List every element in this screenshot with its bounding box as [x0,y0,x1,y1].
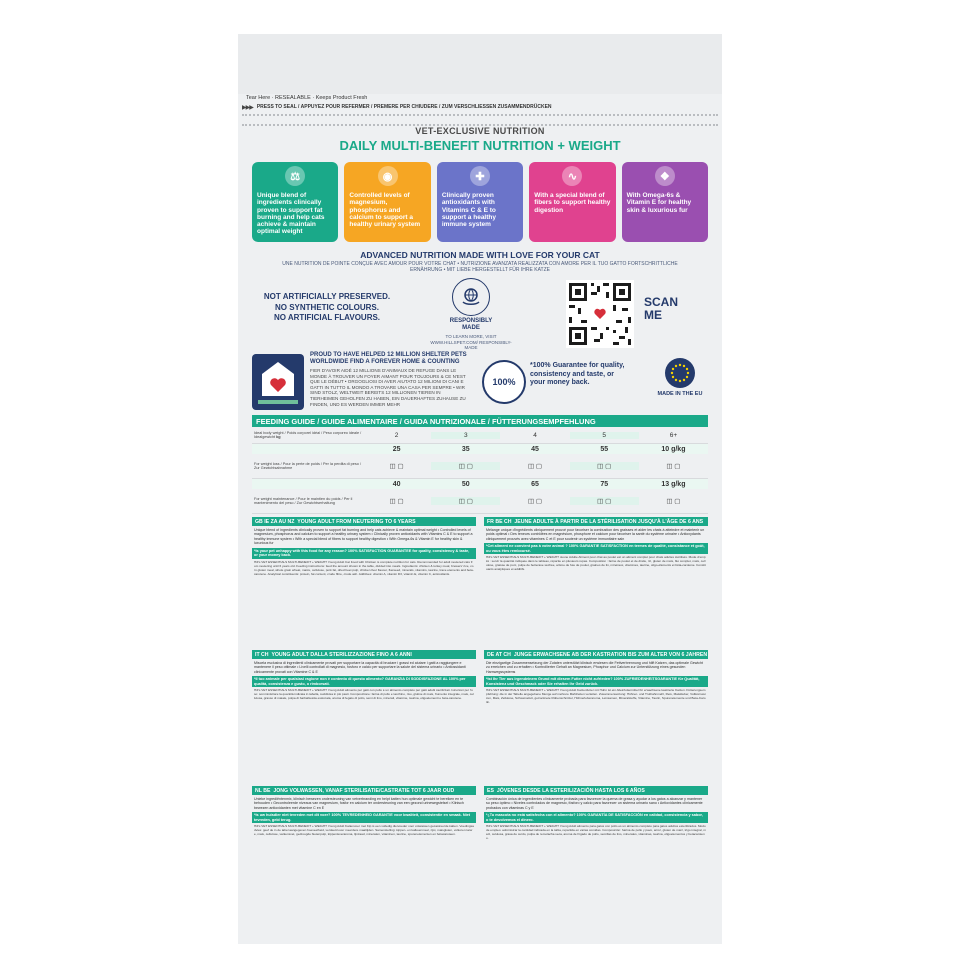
guarantee-text: *100% Guarantee for quality, consistency and taste, or your money back. [530,362,625,386]
urinary-icon: ◉ [378,166,398,186]
benefit-card-urinary [344,162,430,242]
shield-icon: ✚ [470,166,490,186]
weight-cell: 3 [431,432,500,439]
language-intro: Unieke ingrediëntenmix, klinisch bewezen ondersteuning van vetverbranding en helpt katten hun optimale gewicht te bereiken en te behouden • Gecontroleerde niveaus van magnesium, fosfor en calcium ter ondersteuning van een gezond urinewegstelsel • Klinisch bewezen antioxidanten met vitamine C en E [254,797,464,810]
plus-sign: + [557,138,565,153]
cup-icon: ◫ ▢ [527,498,543,505]
language-intro: Combinación única de ingredientes clínicamente probada para favorecer la quema de grasa y ayudar a los gatos a alcanzar y mantener su peso óptimo • Niveles controlados de magnesio, fósforo y calcio para favorecer un sistema urinario sano • Antioxidantes clínicamente probados con vitaminas C y E [486,797,703,810]
product-bag-back [238,34,722,944]
language-intro: Die einzigartige Zusammensetzung der Zutaten unterstützt klinisch erwiesen die Fettverbrennung und hilft Katzen, das optimale Gewicht zu erreichen und zu erhalten • Kontrollierter Gehalt an Magnesium, Phosphor und Calcium zur Unterstützung eines gesunden Harnwegssystems [486,661,703,674]
language-panel-de [484,650,708,775]
weight-cell: 4 [533,431,537,439]
scan-line2: ME [644,308,662,322]
responsibly-url: TO LEARN MORE, VISIT WWW.HILLSPET.COM/ RESPONSIBLY-MADE [430,334,512,350]
scan-line1: SCAN [644,295,679,309]
made-in-eu-label: MADE IN THE EU [657,391,703,397]
shelter-pets-block [310,352,470,407]
benefit-text: Controlled levels of magnesium, phosphorus and calcium to support a healthy urinary system [349,192,421,229]
eu-flag-icon [665,358,695,388]
language-panel-nl [252,786,476,911]
cup-icon: ◫ ▢ [389,463,404,470]
weight-loss-row [252,454,708,479]
language-intro: Miscela esclusiva di ingredienti clinicamente provati per supportare la capacità di bruciare i grassi ed aiutare i gatti a raggiungere e mantenere il peso ottimale • Livelli controllati di magnesio, fosforo e calcio per supportare la salute del sistema urinario • Antiossidanti clinicamente provati con Vitamine C & E [254,661,466,674]
language-body: Hill's VET ESSENTIALS MULTI-BENEFIT + WEIGHT Young Adult alimento para gatos con pollo es un alimento completo para gatos adultos esterilizados. Modo de empleo: administrar la cantidad indicada en la tabla, repartida en varias comidas. Composición: harina de pollo y pavo, arroz, gluten de maíz, trigo integral, maíz, celulosa, grasa de cerdo, pulpa de remolacha seca, aroma de hígado de pollo, semillas de lino, minerales, vitaminas, taurina, oligoelementos y betacaroteno. [486,824,706,841]
weight-maintenance-label-short [252,479,362,489]
language-guarantee: *Cet aliment ne convient pas à votre animal ? 100% GARANTIE SATISFACTION en termes de qualité, consistance et goût, ou vous êtes remboursé. [484,543,708,554]
benefit-cards [252,162,708,242]
feeding-guide-table [252,427,708,514]
advanced-nutrition-subtitle: UNE NUTRITION DE POINTE CONÇUE AVEC AMOUR POUR VOTRE CHAT • NUTRIZIONE AVANZATA REALIZZATA CON AMORE PER IL TUO GATTO FORTSCHRITTLICHE ERNÄHRUNG • MIT LIEBE HERGESTELLT FÜR IHRE KATZE [282,261,678,273]
language-body: Hill's VET ESSENTIALS MULTI-BENEFIT + WEIGHT Young Adult Cat Food with Chicken is complete nutrition for cats. Recommended for adult neutered cats from neutering until 6 years old. Feeding instructions: feed the amount shown in the table, divided into meals. Ingredients: chicken & turkey meal, brewers' rice, corn gluten meal, whole grain wheat, maize, cellulose, pork fat, dried beet pulp, chicken liver flavour, flaxseed, minerals, vitamins, taurine, trace elements and beta-carotene. Analytical constituents: protein, fat content, crude fibre, crude ash. Additives: vitamin A, vitamin D3, vitamin E, vitamin C, antioxidants. [254,559,474,576]
shelter-heading: PROUD TO HAVE HELPED 12 MILLION SHELTER PETS WORLDWIDE FIND A FOREVER HOME & COUNTING [310,352,467,365]
loss-cell: 10 g/kg [661,445,686,453]
satisfaction-guarantee-seal: 100% [482,360,526,404]
language-header: FR BE CH JEUNE ADULTE À PARTIR DE LA STÉRILISATION JUSQU'À L'ÂGE DE 6 ANS [484,517,708,526]
responsibly-made-badge [426,278,516,351]
language-panel-en [252,517,476,647]
benefit-text: Unique blend of ingredients clinically proven to support fat burning and help cats achieve & maintain optimal weight [257,192,325,236]
loss-cell: 55 [600,445,609,453]
weight-row-label: Ideal body weight / Poids corporel idéal / Peso corporeo ideale / Idealgewicht kg [254,430,362,439]
scale-icon: ⚖ [285,166,305,186]
language-body: Hill's VET ESSENTIALS MULTI-BENEFIT + WEIGHT Young Adult alimento per gatti con pollo è un alimento completo per gatti adulti sterilizzati. Istruzioni per l'uso: somministrare la quantità indicata in tabella, suddivisa in più pasti. Composizione: farina di pollo e tacchino, riso, glutine di mais, frumento integrale, mais, cellulosa, grasso di maiale, polpa di barbabietola essiccata, aroma di fegato di pollo, semi di lino, minerali, vitamine, taurina, oligoelementi e beta-carotene. [254,688,474,701]
weight-cell: 6+ [669,431,678,439]
cup-icon: ◫ ▢ [666,498,681,505]
cup-icon: ◫ ▢ [527,463,543,470]
cup-icon: ◫ ▢ [570,462,639,470]
cup-icon: ◫ ▢ [389,498,404,505]
claim-preserved: NOT ARTIFICIALLY PRESERVED. [263,292,391,301]
bag-top-seam [238,34,722,94]
weight-maintenance-label: For weight maintenance / Pour le maintien du poids / Per il mantenimento del peso / Zur Gewichtserhaltung [254,496,353,505]
feeding-guide-header: FEEDING GUIDE / GUIDE ALIMENTAIRE / GUIDA NUTRIZIONALE / FÜTTERUNGSEMPFEHLUNG [252,415,708,427]
weight-maintenance-values [252,479,708,489]
advanced-nutrition-title: ADVANCED NUTRITION MADE WITH LOVE FOR YOUR CAT [360,250,600,260]
digestion-icon: ∿ [562,166,582,186]
product-headline [238,138,722,153]
responsibly-label [426,318,516,332]
vet-exclusive-label: VET-EXCLUSIVE NUTRITION [415,126,545,136]
benefit-card-immune [437,162,523,242]
cup-icon: ◫ ▢ [431,497,500,505]
language-guarantee: *Ist Ihr Tier aus irgendeinem Grund mit diesem Futter nicht zufrieden? 100% ZUFRIEDENHEITSGARANTIE für Qualität, Konsistenz und Geschmack oder Sie erhalten Ihr Geld zurück. [484,676,708,687]
claim-flavours: NO ARTIFICIAL FLAVOURS. [273,313,381,322]
benefit-text: With Omega-6s & Vitamin E for healthy skin & luxurious fur [626,192,692,214]
maint-cell: 13 g/kg [661,480,686,488]
language-guarantee: *¿Tu mascota no está satisfecha con el alimento? 100% GARANTÍA DE SATISFACCIÓN en calidad, consistencia y sabor, o te devolvemos el dinero. [484,812,708,823]
language-intro: Unique blend of ingredients clinically proven to support fat burning and help cats achieve & maintain optimal weight • Controlled levels of magnesium, phosphorus and calcium to support a healthy urinary system • Clinically proven antioxidants with Vitamins C & E to support a healthy immune system • With a special blend of fibers to support healthy digestion • With Omega-6s & Vitamin E for healthy skin & luxurious fur [254,528,473,546]
weight-loss-values [252,444,708,454]
language-intro: Mélange unique d'ingrédients cliniquement prouvé pour favoriser la combustion des graisses et aider les chats à atteindre et maintenir un poids optimal • Des teneurs contrôlées en magnésium, phosphore et calcium pour favoriser la santé du système urinaire • Antioxydants cliniquement prouvés avec vitamines C et E pour soutenir un système immunitaire sain [486,528,705,541]
benefit-card-skin-coat [622,162,708,242]
scan-me-label [644,296,678,322]
claim-colours: NO SYNTHETIC COLOURS. [274,302,379,312]
language-header: DE AT CH JUNGE ERWACHSENE AB DER KASTRATION BIS ZUM ALTER VON 6 JAHREN [484,650,708,659]
weight-loss-label: For weight loss / Pour la perte de poids / Per la perdita di peso / Zur Gewichtsabnahme [254,461,362,470]
weight-cell: 5 [570,432,639,439]
benefit-text: Clinically proven antioxidants with Vitamins C & E to support a healthy immune system [441,192,496,229]
language-guarantee: *Is your pet unhappy with this food for any reason? 100% SATISFACTION GUARANTEE for quality, consistency & taste, or your money back. [252,548,476,559]
weight-row [252,427,708,444]
language-panel-it [252,650,476,775]
weight-cell: 2 [394,431,399,439]
language-body: Hill's VET ESSENTIALS MULTI-BENEFIT + WEIGHT Young Adult Katzenfutter mit Huhn ist ein Alleinfuttermittel für erwachsene kastrierte Katzen. Fütterungsempfehlung: die in der Tabelle angegebene Menge auf mehrere Mahlzeiten verteilen. Zusammensetzung: Hühner- und Truthahnmehl, Reis, Maiskleber, Vollkornweizen, Mais, Zellulose, Schweinefett, getrocknete Rübenschnitzel, Hühnerleberaroma, Leinsamen, Mineralstoffe, Vitamine, Taurin, Spurenelemente und Beta-Carotin. [486,688,706,705]
responsibly-line1: RESPONSIBLY [449,318,493,324]
benefit-card-digestion [529,162,615,242]
shelter-body: FIER D'AVOIR AIDÉ 12 MILLIONS D'ANIMAUX DE REFUGE DANS LE MONDE À TROUVER UN FOYER AIMANT POUR TOUJOURS & CE N'EST QUE LE DÉBUT • ORGOGLIOSI DI AVER AIUTATO 12 MILIONI DI CANI E GATTI IN TUTTO IL MONDO A TROVARE UNA CASA PER SEMPRE • WIR SIND STOLZ, WELTWEIT BEREITS 12 MILLIONEN TIEREN IN TIERHEIMEN GEHOLFEN ZU HABEN, EIN DAUERHAFTES ZUHAUSE ZU FINDEN, UND ES WERDEN IMMER MEHR [310,368,466,407]
maint-cell: 65 [531,480,539,488]
no-artificial-claims [252,292,402,324]
language-guarantee: *Il tuo animale per qualsiasi ragione non è contento di questo alimento? GARANZIA DI SODDISFAZIONE AL 100% per qualità, consistenza e gusto, o rimborsati. [252,676,476,687]
benefit-card-weight [252,162,338,242]
made-in-eu-badge [648,358,712,397]
language-header: GB IE ZA AU NZ YOUNG ADULT FROM NEUTERING TO 6 YEARS [252,517,476,526]
headline-part2: WEIGHT [568,138,621,153]
language-header: NL BE JONG VOLWASSEN, VANAF STERILISATIE/CASTRATIE TOT 6 JAAR OUD [252,786,476,795]
weight-maintenance-row [252,489,708,514]
tear-here-label: Tear Here · RESEALABLE · Keeps Product Fresh [246,95,368,101]
skin-coat-icon: ❖ [655,166,675,186]
cup-icon: ◫ ▢ [431,462,500,470]
maint-cell: 50 [461,480,470,488]
benefit-text: With a special blend of fibers to support healthy digestion [534,192,611,214]
seal-line [242,114,718,122]
language-body: Hill's VET ESSENTIALS MULTI-BENEFIT + WEIGHT Young Adult Kattenvoer met Kip is een volledig diervoeder voor volwassen gecastreerde katten. Voedingsadvies: geef de in de tabel aangegeven hoeveelheid, verdeeld over meerdere maaltijden. Samenstelling: kippen- en kalkoenmeel, rijst, maisgluten, volkoren tarwe, mais, cellulose, varkensvet, gedroogde bietenpulp, kippenleveraroma, lijnzaad, mineralen, vitaminen, taurine, sporenelementen en bètacaroteen. [254,824,474,837]
qr-code[interactable] [566,280,634,348]
responsibly-line2: MADE [462,325,480,331]
globe-hands-icon [452,278,490,316]
press-to-seal-text: PRESS TO SEAL / APPUYEZ POUR REFERMER / PREMERE PER CHIUDERE / ZUM VERSCHLIESSEN ZUSAMMENDRÜCKEN [256,104,552,110]
headline-part1: DAILY MULTI-BENEFIT NUTRITION [339,138,554,153]
food-shelter-love-logo [252,354,304,410]
language-header: ES JÓVENES DESDE LA ESTERILIZACIÓN HASTA LOS 6 AÑOS [484,786,708,795]
loss-cell: 45 [531,445,539,453]
kg-unit: kg [276,435,281,439]
language-body: Hill's VET ESSENTIALS MULTI-BENEFIT + WEIGHT Jeune Adulte Aliment pour chat au poulet est un aliment complet pour chats adultes stérilisés. Mode d'emploi : servir la quantité indiquée dans le tableau, répartie en plusieurs repas. Composition : farine de poulet et de dinde, riz, gluten de maïs, blé complet, maïs, cellulose, graisse de porc, pulpe de betterave séchée, arôme de foie de poulet, graines de lin, minéraux, vitamines, taurine, oligo-éléments et bêta-carotène. Constituants analytiques et additifs. [486,555,706,572]
weight-loss-label-short [252,444,362,454]
language-panel-fr [484,517,708,642]
cup-icon: ◫ ▢ [666,463,681,470]
cup-icon: ◫ ▢ [570,497,639,505]
language-guarantee: *Is uw huisdier niet tevreden met dit voer? 100% TEVREDENHEID GARANTIE voor kwaliteit, consistentie en smaak. Niet tevreden, geld terug. [252,812,476,823]
loss-cell: 25 [392,445,401,453]
loss-cell: 35 [461,445,470,453]
language-panel-es [484,786,708,911]
language-header: IT CH YOUNG ADULT DALLA STERILIZZAZIONE FINO A 6 ANNI [252,650,476,659]
arrows-icon: ▶▶▶ [242,104,253,111]
press-to-seal-strip [242,100,718,114]
maint-cell: 40 [392,480,401,488]
maint-cell: 75 [600,480,609,488]
